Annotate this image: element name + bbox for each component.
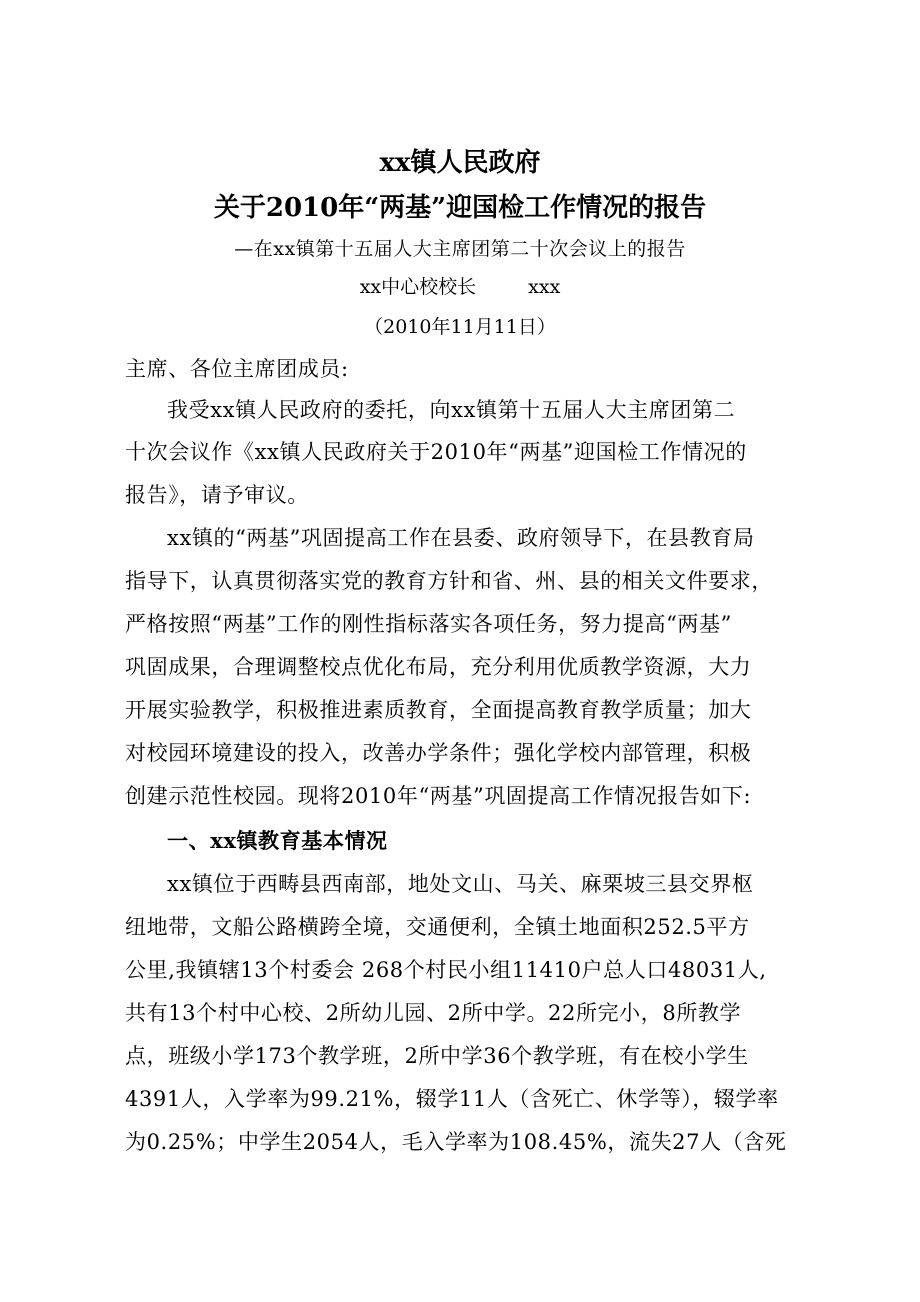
- section-1-heading: 一、xx镇教育基本情况: [167, 828, 388, 853]
- paragraph-1-line: 十次会议作《xx镇人民政府关于2010年“两基”迎国检工作情况的: [125, 440, 747, 464]
- speaker-role: xx中心校校长: [359, 276, 477, 298]
- salutation: 主席、各位主席团成员:: [125, 357, 349, 381]
- paragraph-2-line: 严格按照“两基”工作的刚性指标落实各项任务，努力提高“两基”: [125, 612, 732, 636]
- paragraph-3-line: 公里,我镇辖13个村委会 268个村民小组11410户总人口48031人,: [125, 958, 767, 982]
- paragraph-1-line: 报告》，请予审议。: [125, 483, 309, 507]
- document-body: [125, 349, 811, 1164]
- speaker-line: [0, 273, 920, 301]
- report-date: （2010年11月11日）: [364, 316, 556, 338]
- document-title-line2: 关于2010年“两基”迎国检工作情况的报告: [213, 193, 707, 223]
- paragraph-3-line: xx镇位于西畴县西南部，地处文山、马关、麻栗坡三县交界枢: [167, 872, 754, 896]
- speaker-name: xxx: [528, 276, 561, 298]
- paragraph-3-line: 为0.25%；中学生2054人，毛入学率为108.45%，流失27人（含死: [125, 1130, 787, 1154]
- paragraph-1-line: 我受xx镇人民政府的委托，向xx镇第十五届人大主席团第二: [167, 398, 736, 422]
- paragraph-2-line: 指导下，认真贯彻落实党的教育方针和省、州、县的相关文件要求，: [125, 569, 773, 593]
- paragraph-3-line: 4391人，入学率为99.21%，辍学11人（含死亡、休学等），辍学率: [125, 1087, 779, 1111]
- document-subtitle: —在xx镇第十五届人大主席团第二十次会议上的报告: [234, 238, 686, 260]
- paragraph-2-line: 对校园环境建设的投入，改善办学条件；强化学校内部管理，积极: [125, 741, 752, 765]
- paragraph-3-line: 纽地带，文船公路横跨全境，交通便利，全镇土地面积252.5平方: [125, 915, 750, 939]
- paragraph-2-line: xx镇的“两基”巩固提高工作在县委、政府领导下，在县教育局: [167, 526, 755, 550]
- document-title-line1: xx镇人民政府: [379, 148, 541, 178]
- paragraph-3-line: 共有13个村中心校、2所幼儿园、2所中学。22所完小，8所教学: [125, 1001, 742, 1025]
- paragraph-2-line: 创建示范性校园。现将2010年“两基”巩固提高工作情况报告如下:: [125, 784, 752, 808]
- paragraph-3-line: 点，班级小学173个教学班，2所中学36个教学班，有在校小学生: [125, 1044, 749, 1068]
- paragraph-2-line: 巩固成果，合理调整校点优化布局，充分利用优质教学资源，大力: [125, 655, 752, 679]
- paragraph-2-line: 开展实验教学，积极推进素质教育，全面提高教育教学质量；加大: [125, 698, 752, 722]
